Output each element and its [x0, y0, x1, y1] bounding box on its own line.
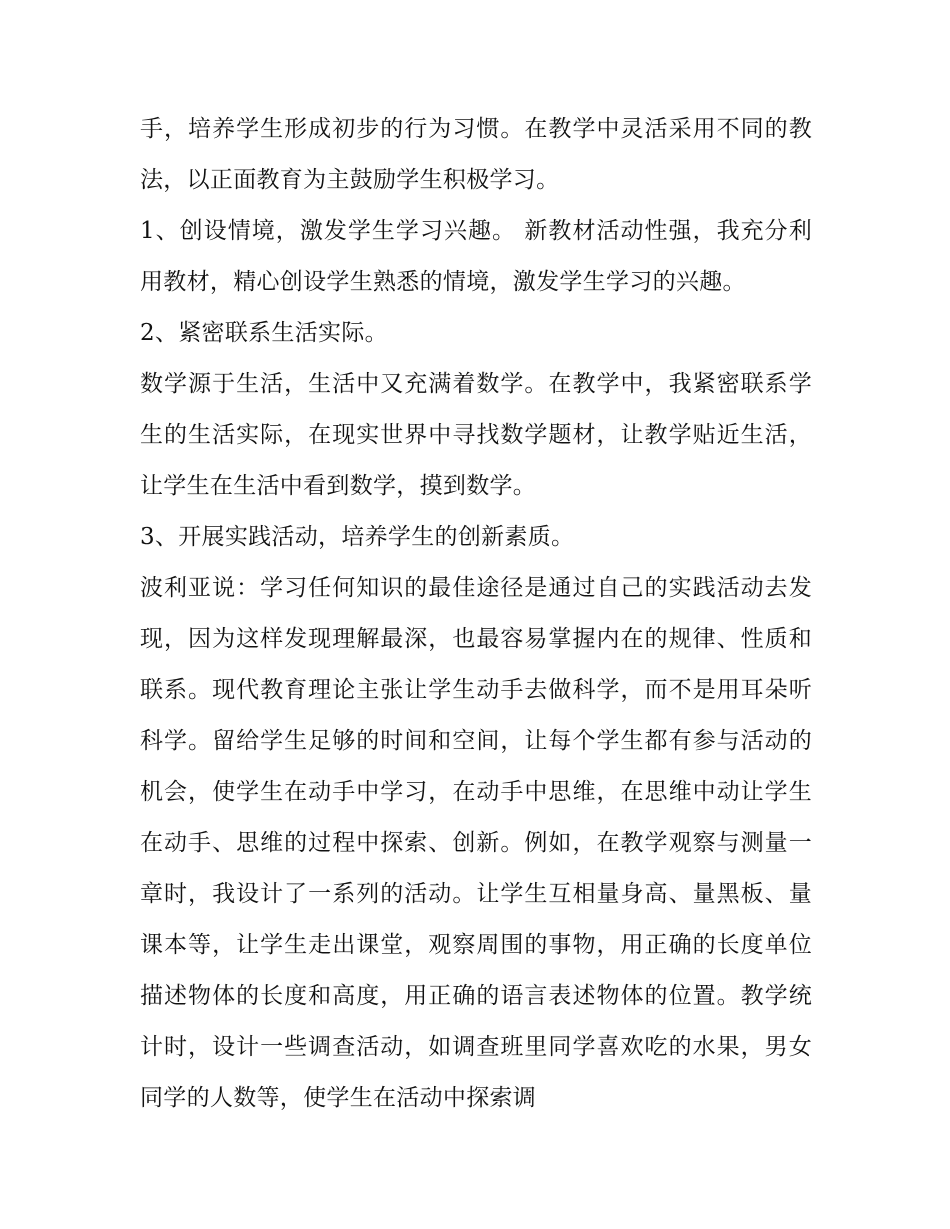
paragraph-continuation: 手，培养学生形成初步的行为习惯。在教学中灵活采用不同的教法，以正面教育为主鼓励学生积极学习。 — [140, 116, 812, 193]
document-body — [140, 104, 812, 1124]
paragraph-point-1: 1、创设情境，激发学生学习兴趣。 新教材活动性强，我充分利用教材，精心创设学生熟悉的情境，激发学生学习的兴趣。 — [140, 218, 812, 295]
paragraph-point-2-body: 数学源于生活，生活中又充满着数学。在教学中，我紧密联系学生的生活实际，在现实世界中寻找数学题材，让教学贴近生活，让学生在生活中看到数学，摸到数学。 — [140, 371, 812, 499]
paragraph-point-3-body: 波利亚说：学习任何知识的最佳途径是通过自己的实践活动去发现，因为这样发现理解最深，也最容易掌握内在的规律、性质和联系。现代教育理论主张让学生动手去做科学，而不是用耳朵听科学。留给学生足够的时间和空间，让每个学生都有参与活动的机会，使学生在动手中学习，在动手中思维，在思维中动让学生在动手、思维的过程中探索、创新。例如，在教学观察与测量一章时，我设计了一系列的活动。让学生互相量身高、量黑板、量课本等，让学生走出课堂，观察周围的事物，用正确的长度单位描述物体的长度和高度，用正确的语言表述物体的位置。教学统计时，设计一些调查活动，如调查班里同学喜欢吃的水果，男女同学的人数等，使学生在活动中探索调 — [140, 575, 812, 1111]
paragraph-point-3-heading: 3、开展实践活动，培养学生的创新素质。 — [140, 524, 575, 550]
paragraph-point-2-heading: 2、紧密联系生活实际。 — [140, 320, 388, 346]
